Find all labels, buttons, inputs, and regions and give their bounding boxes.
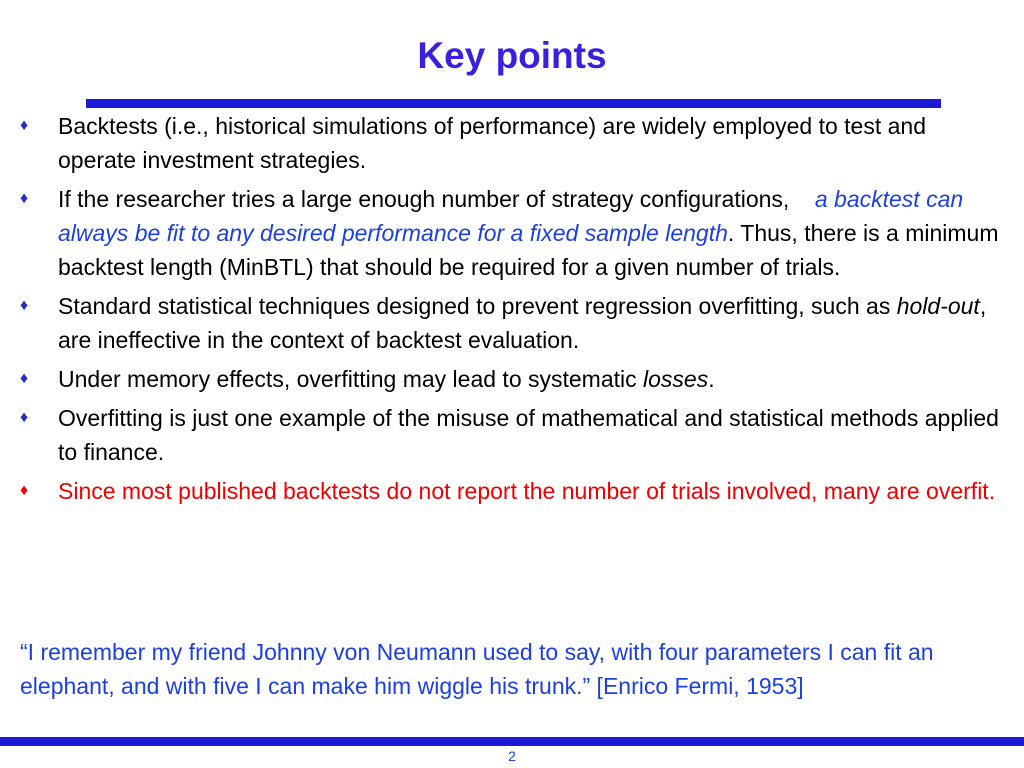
bullet-emphasis: hold-out bbox=[896, 293, 980, 319]
bullet-text: Backtests (i.e., historical simulations of performance) are widely employed to test and operate investment strategies. bbox=[58, 113, 926, 173]
diamond-bullet-icon: ♦ bbox=[20, 409, 29, 426]
bullet-text: Since most published backtests do not report the number of trials involved, many are overfit. bbox=[58, 478, 996, 504]
title-divider bbox=[86, 99, 941, 108]
diamond-bullet-icon: ♦ bbox=[20, 117, 29, 134]
bullet-text: Under memory effects, overfitting may lead to systematic bbox=[58, 366, 644, 392]
bullet-text: . bbox=[708, 366, 715, 392]
bullet-item bbox=[20, 182, 1010, 284]
bullet-text: , are ineffective in the context of backtest evaluation. bbox=[58, 293, 987, 353]
bullet-emphasis: losses bbox=[643, 366, 709, 392]
bullet-text: . Thus, there is a minimum backtest length (MinBTL) that should be required for a given number of trials. bbox=[58, 220, 999, 280]
bullet-emphasis: a backtest can always be fit to any desired performance for a fixed sample length bbox=[58, 186, 964, 246]
diamond-bullet-icon: ♦ bbox=[20, 370, 29, 387]
slide-title: Key points bbox=[417, 35, 607, 76]
footer-divider bbox=[0, 737, 1024, 746]
bullet-item-highlight bbox=[20, 474, 1010, 508]
bullet-item bbox=[20, 289, 1010, 357]
page-number: 2 bbox=[508, 748, 516, 764]
diamond-bullet-icon: ♦ bbox=[20, 190, 29, 207]
bullet-text: Standard statistical techniques designed to prevent regression overfitting, such as bbox=[58, 293, 897, 319]
bullet-item bbox=[20, 362, 1010, 396]
bullet-text: Overfitting is just one example of the misuse of mathematical and statistical methods applied to finance. bbox=[58, 405, 999, 465]
diamond-bullet-icon: ♦ bbox=[20, 297, 29, 314]
bullet-list bbox=[20, 109, 1010, 513]
bullet-item bbox=[20, 109, 1010, 177]
diamond-bullet-icon: ♦ bbox=[20, 482, 29, 499]
fermi-quote: “I remember my friend Johnny von Neumann used to say, with four parameters I can fit an elephant, and with five I can make him wiggle his trunk.” [Enrico Fermi, 1953] bbox=[20, 639, 934, 699]
bullet-text: If the researcher tries a large enough number of strategy configurations, bbox=[58, 186, 790, 212]
bullet-item bbox=[20, 401, 1010, 469]
